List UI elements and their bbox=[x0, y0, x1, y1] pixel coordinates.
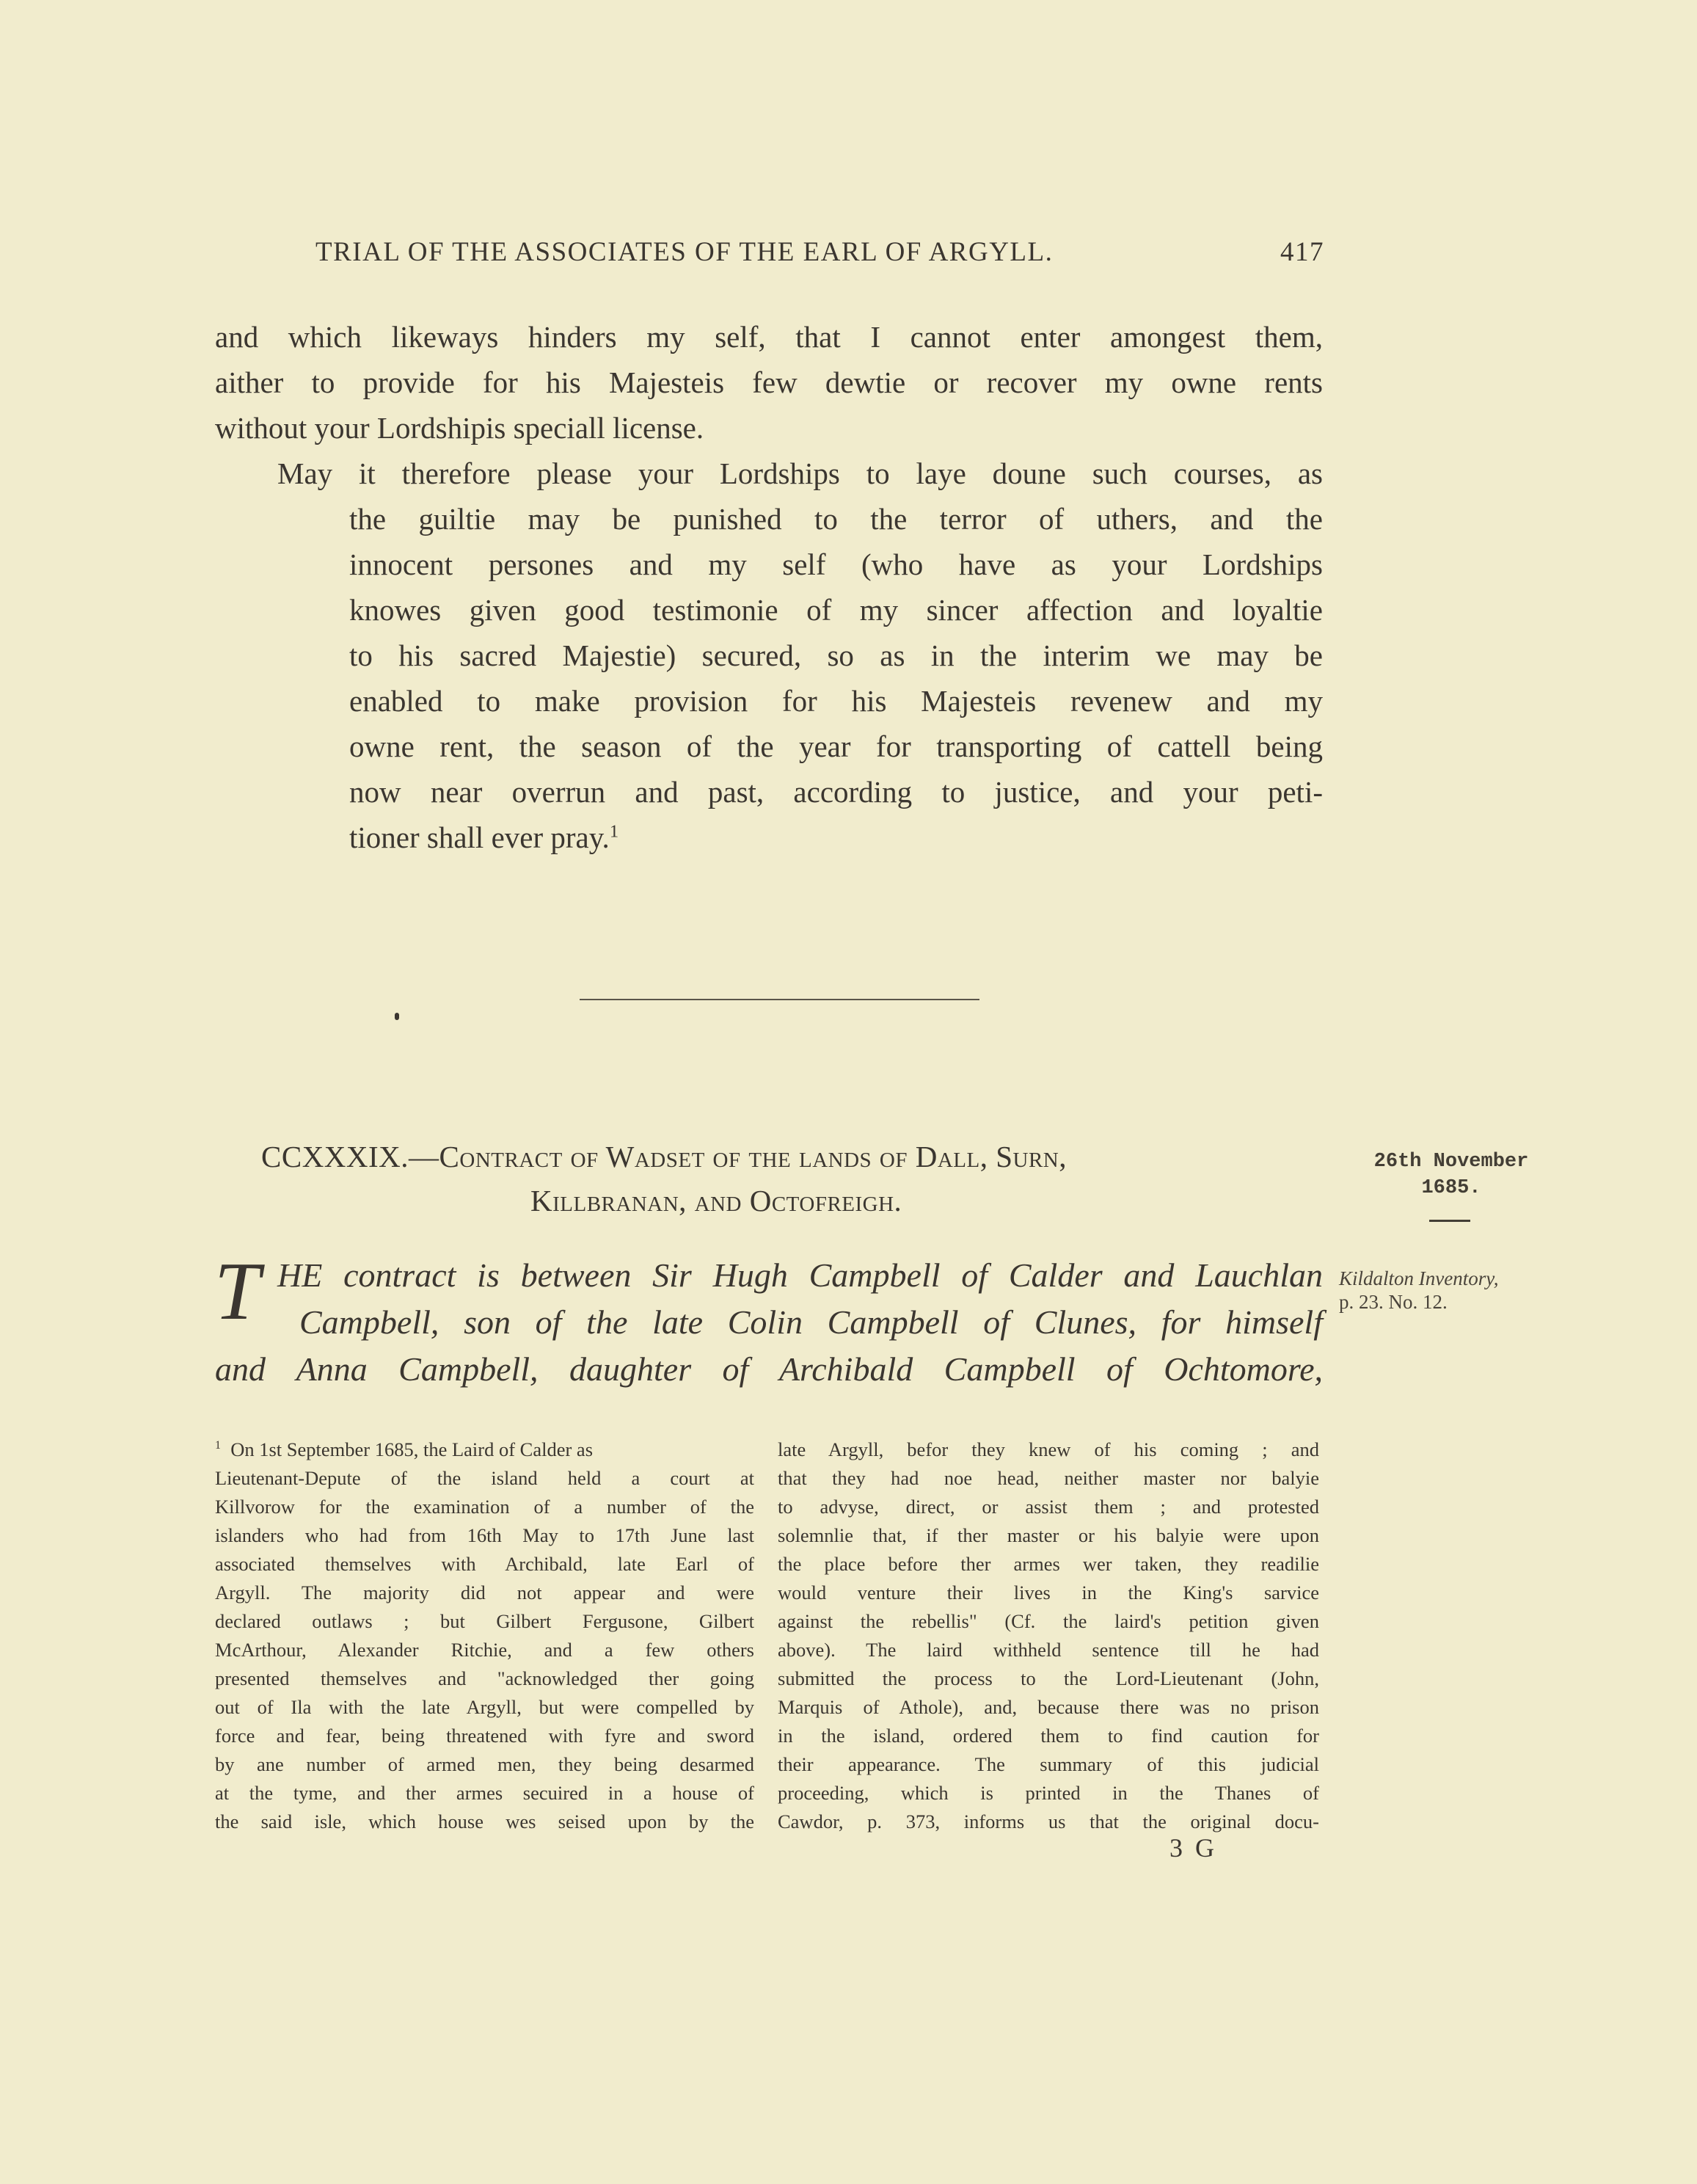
page-number: 417 bbox=[1280, 237, 1324, 267]
document-heading-line1 bbox=[261, 1139, 1067, 1174]
prayer-line: enabled to make provision for his Majesteis revenew and my bbox=[349, 684, 1323, 718]
petition-line: and which likeways hinders my self, that I cannot enter amongest them, bbox=[215, 320, 1323, 354]
section-rule bbox=[580, 999, 979, 1000]
abstract-line: HE contract is between Sir Hugh Campbell of Calder and Lauchlan bbox=[277, 1256, 1323, 1294]
footnote-marker: 1 bbox=[215, 1439, 221, 1452]
margin-date-day: 26th November bbox=[1373, 1151, 1529, 1173]
footnote-line: Cawdor, p. 373, informs us that the original docu- bbox=[778, 1810, 1319, 1832]
footnote-line: the place before ther armes wer taken, they readilie bbox=[778, 1553, 1319, 1575]
footnote-line: Argyll. The majority did not appear and were bbox=[215, 1581, 754, 1604]
footnote-line: force and fear, being threatened with fyre and sword bbox=[215, 1725, 754, 1747]
prayer-line: now near overrun and past, according to justice, and your peti- bbox=[349, 775, 1323, 809]
document-number: CCXXXIX. bbox=[261, 1140, 409, 1173]
prayer-line-text: tioner shall ever pray. bbox=[349, 820, 610, 854]
footnote-line: associated themselves with Archibald, late Earl of bbox=[215, 1553, 754, 1575]
footnote-line: submitted the process to the Lord-Lieutenant (John, bbox=[778, 1667, 1319, 1689]
footnote-line bbox=[215, 1435, 754, 1464]
footnote-line: islanders who had from 16th May to 17th June last bbox=[215, 1524, 754, 1546]
document-title-part1: —Contract of Wadset of the lands of Dall, Surn, bbox=[409, 1140, 1068, 1173]
footnote-line: by ane number of armed men, they being desarmed bbox=[215, 1753, 754, 1775]
footnote-line: proceeding, which is printed in the Thanes of bbox=[778, 1782, 1319, 1804]
margin-dash bbox=[1429, 1220, 1470, 1222]
footnote-line: presented themselves and "acknowledged ther going bbox=[215, 1667, 754, 1689]
signature-mark: 3 G bbox=[1169, 1833, 1217, 1863]
prayer-line: the guiltie may be punished to the terror of uthers, and the bbox=[349, 502, 1323, 536]
prayer-line: to his sacred Majestie) secured, so as in the interim we may be bbox=[349, 638, 1323, 672]
margin-date bbox=[1356, 1149, 1547, 1201]
footnote-line: Lieutenant-Depute of the island held a court at bbox=[215, 1467, 754, 1489]
footnote-line: that they had noe head, neither master nor balyie bbox=[778, 1467, 1319, 1489]
prayer-line: owne rent, the season of the year for transporting of cattell being bbox=[349, 729, 1323, 763]
footnote-line: in the island, ordered them to find caution for bbox=[778, 1725, 1319, 1747]
margin-reference bbox=[1339, 1267, 1559, 1314]
footnote-line: late Argyll, befor they knew of his coming ; and bbox=[778, 1438, 1319, 1460]
prayer-line-last bbox=[349, 815, 618, 860]
footnote-line: above). The laird withheld sentence till he had bbox=[778, 1639, 1319, 1661]
margin-date-year: 1685. bbox=[1421, 1177, 1481, 1199]
footnote-line: Killvorow for the examination of a number of the bbox=[215, 1496, 754, 1518]
petition-line: aither to provide for his Majesteis few dewtie or recover my owne rents bbox=[215, 365, 1323, 399]
document-title-part2: Killbranan, and Octofreigh. bbox=[530, 1184, 902, 1217]
margin-ref-page: p. 23. No. 12. bbox=[1339, 1291, 1448, 1313]
prayer-line: innocent persones and my self (who have as your Lordships bbox=[349, 547, 1323, 581]
prayer-line: May it therefore please your Lordships to laye doune such courses, as bbox=[277, 456, 1323, 490]
footnote-line: against the rebellis" (Cf. the laird's petition given bbox=[778, 1610, 1319, 1632]
abstract-line: Campbell, son of the late Colin Campbell of Clunes, for himself bbox=[299, 1303, 1323, 1341]
drop-cap: T bbox=[214, 1246, 260, 1337]
footnote-line: their appearance. The summary of this judicial bbox=[778, 1753, 1319, 1775]
footnote-line: McArthour, Alexander Ritchie, and a few others bbox=[215, 1639, 754, 1661]
prayer-line: knowes given good testimonie of my sincer affection and loyaltie bbox=[349, 593, 1323, 627]
footnote-line: out of Ila with the late Argyll, but were compelled by bbox=[215, 1696, 754, 1718]
footnote-line: solemnlie that, if ther master or his balyie were upon bbox=[778, 1524, 1319, 1546]
ink-speck bbox=[395, 1013, 399, 1020]
margin-ref-source: Kildalton Inventory, bbox=[1339, 1267, 1499, 1289]
footnote-ref: 1 bbox=[609, 821, 619, 842]
running-head-title: TRIAL OF THE ASSOCIATES OF THE EARL OF ARGYLL. bbox=[315, 237, 1054, 267]
footnote-line: the said isle, which house wes seised upon by the bbox=[215, 1810, 754, 1832]
footnote-line-text: On 1st September 1685, the Laird of Calder as bbox=[230, 1438, 594, 1460]
footnote-line: declared outlaws ; but Gilbert Fergusone, Gilbert bbox=[215, 1610, 754, 1632]
petition-line: without your Lordshipis speciall license. bbox=[215, 411, 704, 445]
footnote-line: Marquis of Athole), and, because there was no prison bbox=[778, 1696, 1319, 1718]
footnote-line: would venture their lives in the King's sarvice bbox=[778, 1581, 1319, 1604]
abstract-line: and Anna Campbell, daughter of Archibald Campbell of Ochtomore, bbox=[215, 1350, 1323, 1388]
footnote-line: at the tyme, and ther armes secuired in a house of bbox=[215, 1782, 754, 1804]
footnote-line: to advyse, direct, or assist them ; and protested bbox=[778, 1496, 1319, 1518]
